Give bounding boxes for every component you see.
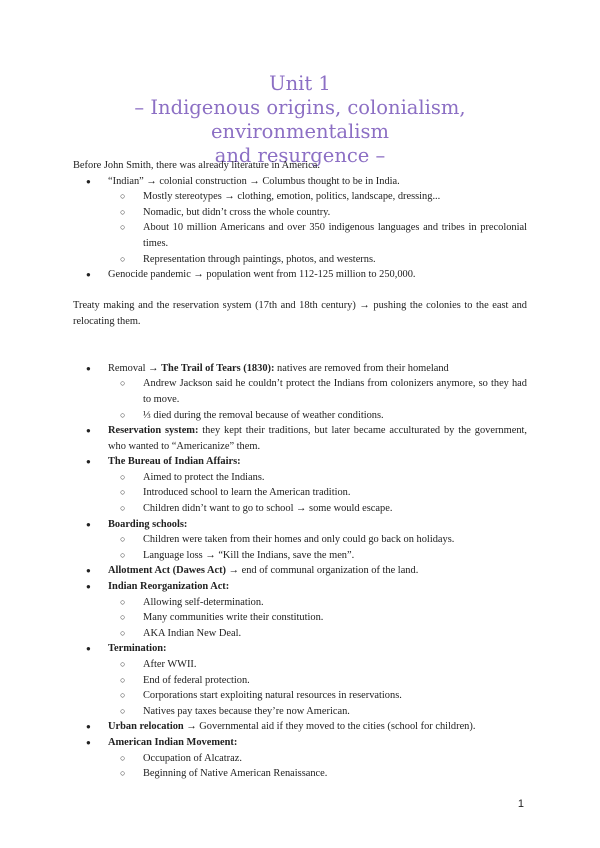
list-item — [73, 361, 527, 423]
treaty-paragraph: Treaty making and the reservation system (17th and 18th century) → pushing the colonies to the east and relocating them. — [73, 300, 527, 327]
sub-list-item: ○ Representation through paintings, photos, and westerns. — [108, 252, 527, 268]
intro-paragraph: Before John Smith, there was already literature in America. — [73, 160, 320, 171]
bold-term: Urban relocation — [108, 721, 184, 733]
sub-list-item: ○ Mostly stereotypes → clothing, emotion, politics, landscape, dressing... — [108, 189, 527, 205]
bullet-list-2 — [73, 361, 527, 782]
sub-list-item: ○ ⅓ died during the removal because of weather conditions. — [108, 408, 527, 424]
list-item — [73, 641, 527, 719]
list-item-text: natives are removed from their homeland — [274, 362, 449, 374]
sub-list-item: ○ Nomadic, but didn’t cross the whole country. — [108, 205, 527, 221]
list-item-text: → Governmental aid if they moved to the cities (school for children). — [183, 721, 476, 733]
sub-list-item: ○ Children were taken from their homes and only could go back on holidays. — [108, 532, 527, 548]
title-line-1: Unit 1 — [269, 72, 331, 95]
list-item-text: “Indian” → colonial construction → Columbus thought to be in India. — [108, 175, 400, 187]
sub-list-item: ○ Occupation of Alcatraz. — [108, 751, 527, 767]
document-title — [60, 72, 540, 168]
bullet-list-1 — [73, 174, 527, 283]
sub-list — [108, 657, 527, 719]
bold-term: Reservation system: — [108, 425, 199, 437]
list-item — [73, 563, 527, 579]
sub-list-item: ○ Beginning of Native American Renaissance. — [108, 766, 527, 782]
list-item-text: they kept their traditions, but later became acculturated by the government, who wanted to “Americanize” them. — [108, 425, 527, 452]
sub-list — [108, 189, 527, 267]
sub-list — [108, 470, 527, 517]
bold-term: Boarding schools: — [108, 518, 188, 530]
list-item — [73, 174, 527, 268]
bold-term: Allotment Act (Dawes Act) — [108, 565, 227, 577]
sub-list-item: ○ Introduced school to learn the American tradition. — [108, 485, 527, 501]
list-item — [73, 517, 527, 564]
bold-term: The Trail of Tears (1830): — [161, 362, 275, 374]
sub-list — [108, 751, 527, 782]
sub-list-item: ○ About 10 million Americans and over 350 indigenous languages and tribes in precolonial times. — [108, 220, 527, 251]
sub-list-item: ○ After WWII. — [108, 657, 527, 673]
sub-list — [108, 532, 527, 563]
bold-term: Termination: — [108, 643, 167, 655]
title-line-3: and resurgence – — [214, 144, 386, 167]
sub-list-item: ○ Corporations start exploiting natural resources in reservations. — [108, 688, 527, 704]
list-item-text: Removal → — [108, 362, 162, 374]
list-item — [73, 735, 527, 782]
list-item: ● Genocide pandemic → population went from 112-125 million to 250,000. — [73, 267, 527, 283]
bold-term: American Indian Movement: — [108, 736, 238, 748]
sub-list-item: ○ AKA Indian New Deal. — [108, 626, 527, 642]
list-item — [73, 454, 527, 516]
sub-list-item: ○ Language loss → “Kill the Indians, save the men”. — [108, 548, 527, 564]
sub-list-item: ○ Natives pay taxes because they’re now American. — [108, 704, 527, 720]
list-item-text: → end of communal organization of the land. — [226, 565, 419, 577]
sub-list — [108, 595, 527, 642]
list-item — [73, 423, 527, 454]
document-body — [73, 158, 527, 782]
sub-list-item: ○ Many communities write their constitution. — [108, 610, 527, 626]
list-item — [73, 719, 527, 735]
bold-term: Indian Reorganization Act: — [108, 581, 230, 593]
sub-list-item: ○ Children didn’t want to go to school → some would escape. — [108, 501, 527, 517]
sub-list-item: ○ Andrew Jackson said he couldn’t protect the Indians from colonizers anymore, so they had to move. — [108, 376, 527, 407]
page-number: 1 — [517, 798, 524, 810]
sub-list-item: ○ End of federal protection. — [108, 673, 527, 689]
sub-list — [108, 376, 527, 423]
sub-list-item: ○ Aimed to protect the Indians. — [108, 470, 527, 486]
list-item — [73, 579, 527, 641]
sub-list-item: ○ Allowing self-determination. — [108, 595, 527, 611]
bold-term: The Bureau of Indian Affairs: — [108, 456, 241, 468]
title-line-2: – Indigenous origins, colonialism, environmentalism — [134, 96, 466, 143]
